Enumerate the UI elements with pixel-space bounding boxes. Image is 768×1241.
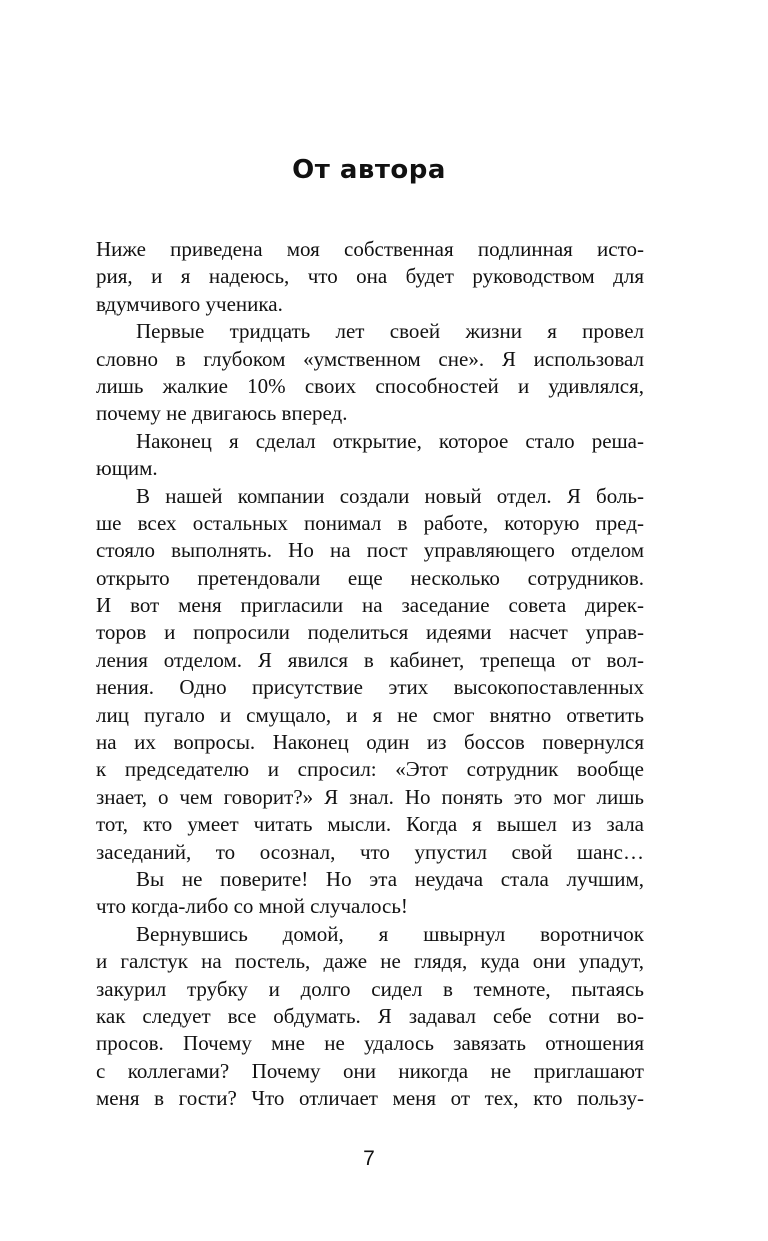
text-line: открыто претендовали еще несколько сотрудников. (96, 565, 644, 590)
text-line: ления отделом. Я явился в кабинет, трепеща от вол- (96, 647, 644, 672)
text-line: Вернувшись домой, я швырнул воротничок (136, 921, 644, 946)
text-line: словно в глубоком «умственном сне». Я использовал (96, 346, 644, 371)
text-line: И вот меня пригласили на заседание совета дирек- (96, 593, 644, 618)
text-line: лишь жалкие 10% своих способностей и удивлялся, (96, 373, 644, 398)
text-line: вдумчивого ученика. (96, 291, 283, 316)
text-line: заседаний, то осознал, что упустил свой шанс… (96, 839, 644, 864)
text-line: Вы не поверите! Но эта неудача стала лучшим, (136, 866, 644, 891)
text-line: знает, о чем говорит?» Я знал. Но понять это мог лишь (96, 784, 644, 809)
text-line: меня в гости? Что отличает меня от тех, кто пользу- (96, 1086, 644, 1111)
text-line: тот, кто умеет читать мысли. Когда я вышел из зала (96, 812, 644, 837)
text-line: просов. Почему мне не удалось завязать отношения (96, 1031, 644, 1056)
body-text (96, 236, 644, 1113)
text-line: Наконец я сделал открытие, которое стало реша- (136, 428, 644, 453)
text-line: В нашей компании создали новый отдел. Я боль- (136, 483, 644, 508)
text-line: и галстук на постель, даже не глядя, куда они упадут, (96, 949, 644, 974)
text-line: Ниже приведена моя собственная подлинная исто- (96, 237, 644, 261)
text-line: что когда-либо со мной случалось! (96, 894, 408, 919)
text-line: закурил трубку и долго сидел в темноте, пытаясь (96, 976, 644, 1001)
text-line: стояло выполнять. Но на пост управляющего отделом (96, 538, 644, 563)
text-line: рия, и я надеюсь, что она будет руководством для (96, 264, 644, 289)
chapter-heading: От автора (292, 155, 446, 185)
text-line: на их вопросы. Наконец один из боссов повернулся (96, 730, 644, 755)
text-line: к председателю и спросил: «Этот сотрудник вообще (96, 757, 644, 782)
text-line: нения. Одно присутствие этих высокопоставленных (96, 675, 644, 700)
text-line: с коллегами? Почему они никогда не приглашают (96, 1058, 644, 1083)
text-line: Первые тридцать лет своей жизни я провел (136, 319, 644, 344)
page-number: 7 (363, 1147, 375, 1170)
text-line: ше всех остальных понимал в работе, которую пред- (96, 510, 644, 535)
text-line: лиц пугало и смущало, и я не смог внятно ответить (96, 702, 644, 727)
text-line: торов и попросили поделиться идеями насчет управ- (96, 620, 644, 645)
text-line: как следует все обдумать. Я задавал себе сотни во- (96, 1003, 644, 1028)
text-line: почему не двигаюсь вперед. (96, 401, 348, 426)
text-line: ющим. (96, 456, 158, 481)
